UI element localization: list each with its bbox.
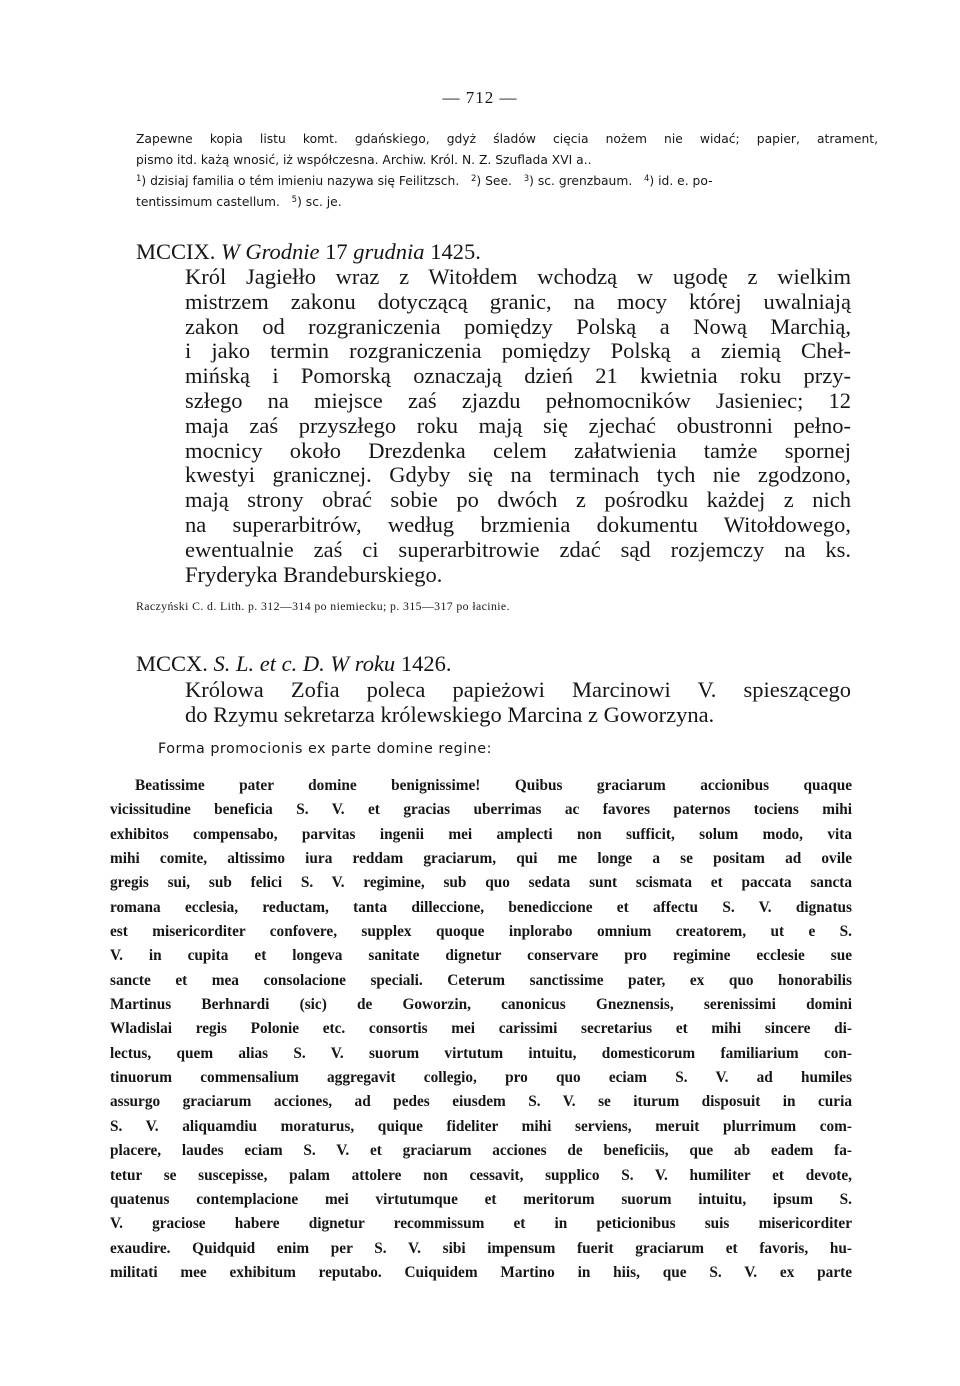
regest-line: mińską i Pomorską oznaczają dzień 21 kwietnia roku przy- — [185, 363, 851, 389]
regest-line: maja zaś przyszłego roku mają się zjechać obustronni pełno- — [185, 412, 851, 438]
regest-line: Król Jagiełło wraz z Witołdem wchodzą w ugodę z wielkim — [185, 264, 851, 289]
regest-line: mają strony obrać sobie po dwóch z pośrodku każdej z nich — [185, 487, 851, 513]
text-line: assurgo graciarum acciones, ad pedes eiusdem S. V. se iturum disposuit in curia — [110, 1093, 852, 1111]
note-line: pismo itd. każą wnosić, iż współczesna. Archiw. Król. N. Z. Szuflada XVI a.. — [136, 153, 592, 167]
document-rubric: Forma promocionis ex parte domine regine: — [158, 741, 492, 757]
text-line: Martinus Berhnardi (sic) de Goworzin, canonicus Gneznensis, serenissimi domini — [110, 996, 852, 1014]
text-line: Beatissime pater domine benignissime! Quibus graciarum accionibus quaque — [135, 777, 852, 794]
footnote-text: ) sc. je. — [297, 195, 342, 209]
entry-regest — [185, 265, 851, 587]
regest-line: Fryderyka Brandeburskiego. — [185, 561, 443, 587]
entry-year: 1426. — [400, 651, 452, 676]
footnote-text: ) sc. grenzbaum. — [529, 174, 633, 188]
text-line: quatenus contemplacione mei virtutumque et meritorum suorum intuitu, ipsum S. — [110, 1190, 852, 1208]
footnote-text: tentissimum castellum. — [136, 195, 280, 209]
text-line: mihi comite, altissimo iura reddam graciarum, qui me longe a se positam ad ovile — [110, 850, 852, 868]
regest-line: na superarbitrów, według brzmienia dokumentu Witołdowego, — [185, 511, 851, 537]
text-line: sancte et mea consolacione speciali. Ceterum sanctissime pater, ex quo honorabilis — [110, 971, 852, 989]
text-line: romana ecclesia, reductam, tanta dilleccione, benediccione et affectu S. V. dignatus — [110, 898, 852, 916]
text-line: militati mee exhibitum reputabo. Cuiquidem Martino in hiis, que S. V. ex parte — [110, 1263, 852, 1281]
entry-regest — [185, 678, 851, 728]
entry-day: 17 — [325, 239, 348, 264]
text-line: gregis sui, sub felici S. V. regimine, sub quo sedata sunt scismata et paccata sancta — [110, 874, 852, 892]
footnote-mark: 4 — [643, 174, 650, 184]
footnote-mark: 5 — [291, 195, 298, 205]
entry-year: 1425. — [430, 239, 481, 264]
text-line: est misericorditer confovere, supplex quoque inplorabo omnium creatorem, ut e S. — [110, 923, 852, 941]
entry-month: grudnia — [353, 239, 425, 264]
text-line: placere, laudes eciam S. V. et graciarum acciones de beneficiis, que ab eadem fa- — [110, 1142, 852, 1160]
text-line: exhibitos compensabo, parvitas ingenii mei amplecti non sufficit, solum modo, vita — [110, 825, 852, 843]
text-line: V. in cupita et longeva sanitate dignetur conservare pro regimine ecclesie sue — [110, 947, 852, 965]
regest-line: i jako termin rozgraniczenia pomiędzy Polską a ziemią Cheł- — [185, 338, 851, 364]
entry-heading — [136, 651, 451, 677]
regest-line: szłego na miejsce zaś zjazdu pełnomocników Jasieniec; 12 — [185, 387, 851, 413]
regest-line: ewentualnie zaś ci superarbitrowie zdać sąd rozjemczy na ks. — [185, 536, 851, 562]
footnotes-line — [136, 192, 878, 213]
text-line: S. V. aliquamdiu moraturus, quique fideliter mihi serviens, meruit plurrimum com- — [110, 1117, 852, 1135]
regest-line: Królowa Zofia poleca papieżowi Marcinowi V. spieszącego — [185, 677, 851, 702]
text-line: tinuorum commensalium aggregavit collegio, pro quo eciam S. V. ad humiles — [110, 1069, 852, 1087]
footnote-mark: 2 — [470, 174, 477, 184]
entry-number: MCCIX. — [136, 239, 216, 264]
text-line: V. graciose habere dignetur recommissum et in peticionibus suis misericorditer — [110, 1215, 852, 1233]
footnotes-line — [136, 171, 878, 192]
footnote-text: ) dzisiaj familia o tém imieniu nazywa się Feilitzsch. — [141, 174, 460, 188]
text-line: Wladislai regis Polonie etc. consortis mei carissimi secretarius et mihi sincere di- — [110, 1020, 852, 1038]
footnote-mark: 1 — [136, 174, 142, 184]
entry-heading — [136, 239, 481, 265]
document-text — [110, 774, 852, 1285]
note-line: Zapewne kopia listu komt. gdańskiego, gdyż śladów cięcia nożem nie widać; papier, atrament, — [136, 132, 878, 146]
source-citation: Raczyński C. d. Lith. p. 312—314 po niemiecku; p. 315—317 po łacinie. — [136, 599, 510, 613]
text-line: tetur se suscepisse, palam attolere non cessavit, supplico S. V. humiliter et devote, — [110, 1166, 852, 1184]
archival-note — [136, 129, 878, 213]
entry-sigla: S. L. et c. D. — [213, 651, 325, 676]
text-line: exaudire. Quidquid enim per S. V. sibi impensum fuerit graciarum et favoris, hu- — [110, 1239, 852, 1257]
regest-line: mocnicy około Drezdenka celem załatwienia tamże spornej — [185, 437, 851, 463]
page-number: — 712 — — [442, 88, 518, 107]
footnote-mark: 3 — [523, 174, 530, 184]
regest-line: do Rzymu sekretarza królewskiego Marcina z Goworzyna. — [185, 701, 715, 727]
regest-line: kwestyi granicznej. Gdyby się na terminach tych nie zgodzono, — [185, 462, 851, 488]
regest-line: zakon od rozgraniczenia pomiędzy Polską a Nową Marchią, — [185, 313, 851, 339]
entry-place: W Grodnie — [221, 239, 320, 264]
entry-number: MCCX. — [136, 651, 208, 676]
footnote-text: ) id. e. po- — [649, 174, 713, 188]
regest-line: mistrzem zakonu dotyczącą granic, na mocy której uwalniają — [185, 288, 851, 314]
entry-place: W roku — [330, 651, 396, 676]
text-line: lectus, quem alias S. V. suorum virtutum intuitu, domesticorum familiarium con- — [110, 1044, 852, 1062]
footnote-text: ) See. — [476, 174, 512, 188]
text-line: vicissitudine beneficia S. V. et gracias uberrimas ac favores paternos tociens mihi — [110, 801, 852, 819]
